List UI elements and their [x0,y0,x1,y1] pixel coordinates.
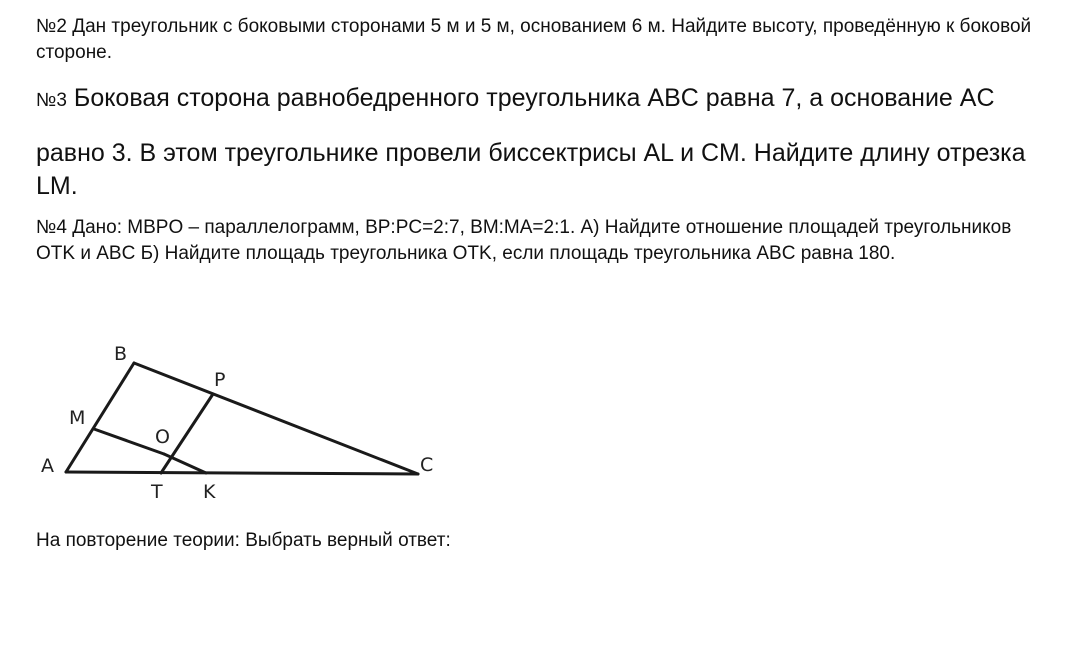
problem-2-text: №2 Дан треугольник с боковыми сторонами 5 м и 5 м, основанием 6 м. Найдите высоту, проведённую к боковой стороне. [36,16,1032,63]
review-heading: На повторение теории: Выбрать верный ответ: [36,530,451,551]
label-a: A [41,455,54,477]
geometry-figure [36,338,456,508]
problem-3-line-1-text: Боковая сторона равнобедренного треугольника ABC равна 7, а основание AC [73,84,995,112]
triangle-diagram [36,338,456,508]
label-m: M [69,407,86,429]
problem-3-line-2: равно 3. В этом треугольнике провели биссектрисы AL и CM. Найдите длину отрезка LM. [36,139,1026,200]
segment-mo [94,429,164,454]
label-p: P [214,369,226,391]
problem-3-number: №3 [36,90,67,111]
label-o: O [155,426,170,448]
problem-3-line-1 [36,82,1046,117]
side-ac [66,472,418,474]
side-bc [134,363,418,474]
label-c: C [420,454,434,476]
label-t: T [151,481,163,503]
label-k: K [203,481,216,503]
problem-4-text: №4 Дано: MBPO – параллелограмм, BP:PC=2:7, BM:MA=2:1. А) Найдите отношение площадей треугольников OTK и ABC Б) Найдите площадь треугольника OTK, если площадь треугольника ABC равна 180. [36,217,1012,264]
label-b: B [114,343,128,365]
document-body [36,14,1046,267]
